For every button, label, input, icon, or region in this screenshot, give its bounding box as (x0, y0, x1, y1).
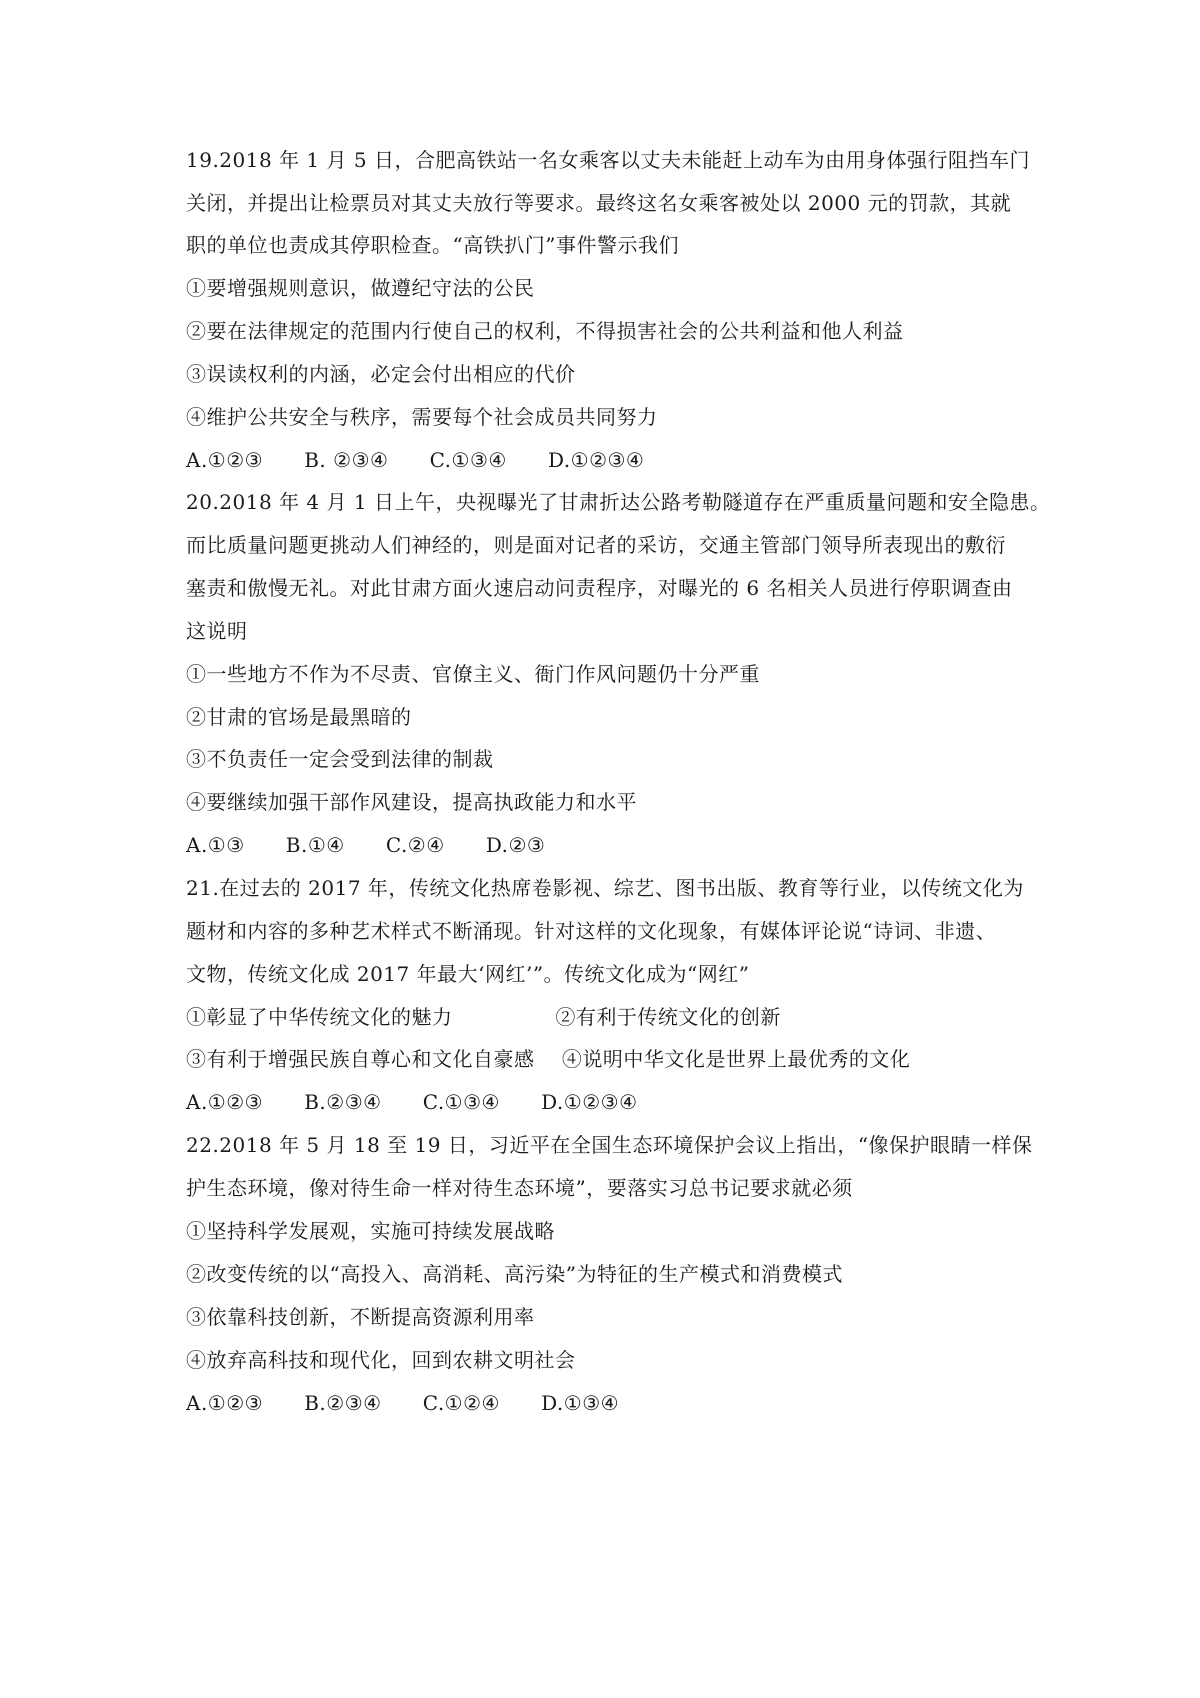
q20-stem-line-2: 而比质量问题更挑动人们神经的，则是面对记者的采访，交通主管部门领导所表现出的敷衍 (186, 533, 1006, 557)
q19-statement-1: ①要增强规则意识，做遵纪守法的公民 (186, 276, 535, 300)
q20-statement-3: ③不负责任一定会受到法律的制裁 (186, 747, 494, 771)
q20-statement-4: ④要继续加强干部作风建设，提高执政能力和水平 (186, 790, 637, 814)
q22-statement-4: ④放弃高科技和现代化，回到农耕文明社会 (186, 1348, 576, 1372)
q21-stem-line-2: 题材和内容的多种艺术样式不断涌现。针对这样的文化现象，有媒体评论说“诗词、非遗、 (186, 919, 997, 943)
q20-stem-line-3: 塞责和傲慢无礼。对此甘肃方面火速启动问责程序，对曝光的 6 名相关人员进行停职调查由 (186, 576, 1013, 600)
q21-stem-line-3: 文物，传统文化成 2017 年最大‘网红’”。传统文化成为“网红” (186, 962, 750, 986)
q20-statement-1: ①一些地方不作为不尽责、官僚主义、衙门作风问题仍十分严重 (186, 662, 760, 686)
q21-options: A.①②③ B.②③④ C.①③④ D.①②③④ (186, 1090, 638, 1114)
q19-statement-4: ④维护公共安全与秩序，需要每个社会成员共同努力 (186, 405, 658, 429)
q22-stem-line-1: 22.2018 年 5 月 18 至 19 日，习近平在全国生态环境保护会议上指出，“像保护眼睛一样保 (186, 1133, 1033, 1157)
q22-statement-2: ②改变传统的以“高投入、高消耗、高污染”为特征的生产模式和消费模式 (186, 1262, 843, 1286)
q19-stem-line-2: 关闭，并提出让检票员对其丈夫放行等要求。最终这名女乘客被处以 2000 元的罚款，其就 (186, 191, 1012, 215)
q22-options: A.①②③ B.②③④ C.①②④ D.①③④ (186, 1391, 620, 1415)
q19-statement-3: ③误读权利的内涵，必定会付出相应的代价 (186, 362, 576, 386)
q22-statement-3: ③依靠科技创新，不断提高资源利用率 (186, 1305, 535, 1329)
q22-statement-1: ①坚持科学发展观，实施可持续发展战略 (186, 1219, 555, 1243)
q19-statement-2: ②要在法律规定的范围内行使自己的权利，不得损害社会的公共利益和他人利益 (186, 319, 904, 343)
q20-stem-line-4: 这说明 (186, 619, 248, 643)
q20-stem-line-1: 20.2018 年 4 月 1 日上午，央视曝光了甘肃折达公路考勒隧道存在严重质量问题和安全隐患。 (186, 490, 1051, 514)
q19-options: A.①②③ B. ②③④ C.①③④ D.①②③④ (186, 448, 645, 472)
q19-stem-line-3: 职的单位也责成其停职检查。“高铁扒门”事件警示我们 (186, 233, 679, 257)
q20-options: A.①③ B.①④ C.②④ D.②③ (186, 833, 546, 857)
q22-stem-line-2: 护生态环境，像对待生命一样对待生态环境”，要落实习总书记要求就必须 (186, 1176, 853, 1200)
q21-stem-line-1: 21.在过去的 2017 年，传统文化热席卷影视、综艺、图书出版、教育等行业，以传统文化为 (186, 876, 1024, 900)
q21-statement-row-1: ①彰显了中华传统文化的魅力 ②有利于传统文化的创新 (186, 1005, 781, 1029)
q19-stem-line-1: 19.2018 年 1 月 5 日，合肥高铁站一名女乘客以丈夫未能赶上动车为由用身体强行阻挡车门 (186, 148, 1030, 172)
q21-statement-row-2: ③有利于增强民族自尊心和文化自豪感 ④说明中华文化是世界上最优秀的文化 (186, 1047, 911, 1071)
q20-statement-2: ②甘肃的官场是最黑暗的 (186, 705, 412, 729)
